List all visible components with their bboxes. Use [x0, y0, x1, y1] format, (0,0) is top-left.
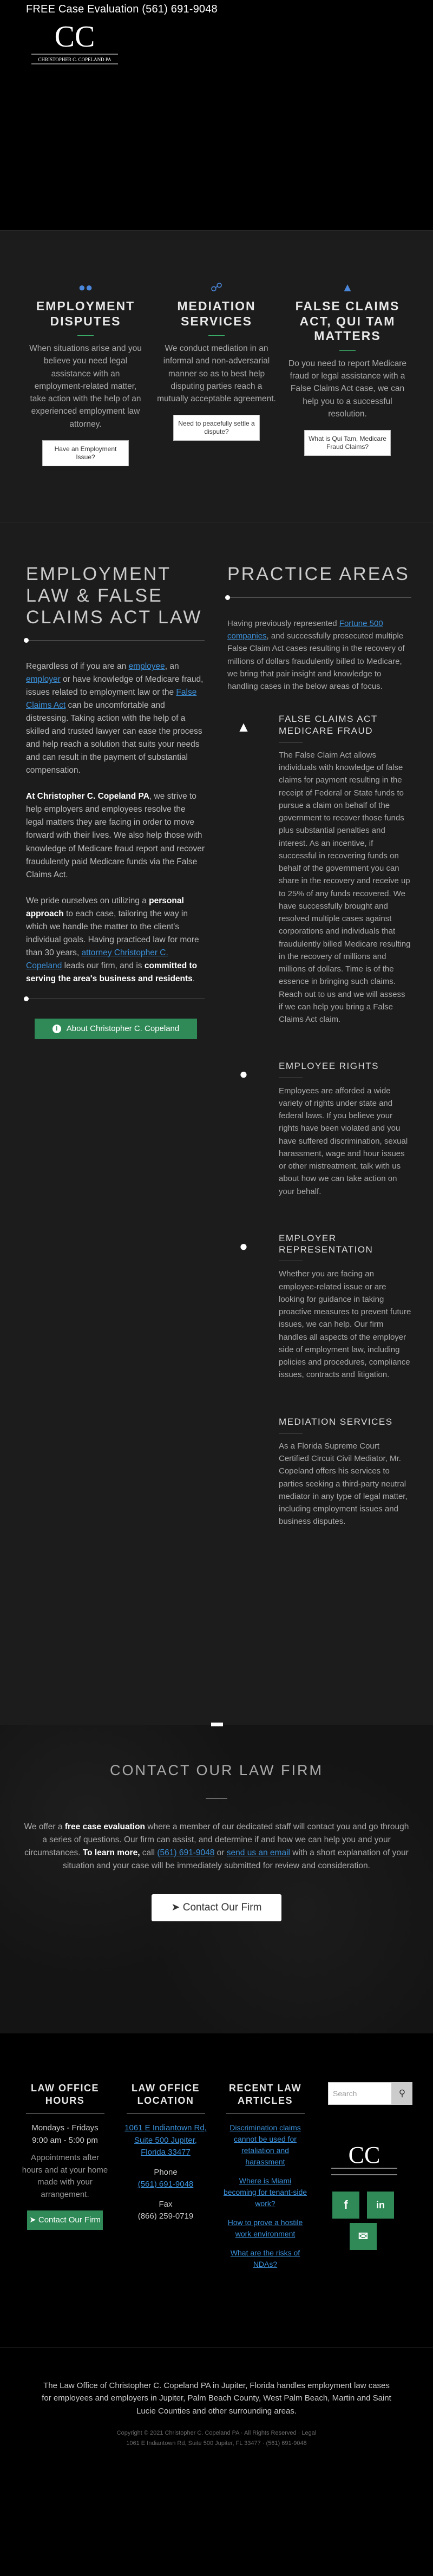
- service-card-false-claims: [284, 278, 411, 456]
- service-title: EMPLOYMENT DISPUTES: [36, 299, 135, 328]
- handshake-icon: ☍: [210, 281, 223, 294]
- facebook-icon[interactable]: f: [332, 2192, 359, 2219]
- article-link[interactable]: Discrimination claims cannot be used for retaliation and harassment: [229, 2123, 301, 2166]
- logo[interactable]: [28, 15, 121, 66]
- footer-intro: The Law Office of Christopher C. Copeland PA in Jupiter, Florida handles employment law cases for employees and employers in Jupiter, Palm Beach County, West Palm Beach, Martin and Saint Lucie Counties and other surrounding areas.: [42, 2381, 391, 2416]
- linkedin-icon[interactable]: in: [367, 2192, 394, 2219]
- footer-phone-link[interactable]: (561) 691-9048: [137, 2180, 194, 2189]
- service-text: Do you need to report Medicare fraud or legal assistance with a False Claims Act case, we can help you to a successful resolution.: [288, 358, 406, 419]
- phone-label: Phone: [154, 2167, 178, 2177]
- info-icon: i: [53, 1025, 61, 1033]
- button-label: Contact Our Firm: [38, 2215, 101, 2225]
- copyright-text: Copyright © 2021 Christopher C. Copeland PA · All Rights Reserved · Legal: [116, 2430, 317, 2436]
- footer-contact-button[interactable]: [27, 2210, 103, 2230]
- slider-dot[interactable]: [225, 595, 230, 600]
- text: or: [214, 1848, 227, 1857]
- hero-banner: [0, 68, 433, 230]
- bold-text: committed to serving the area's business and residents: [26, 961, 198, 983]
- address-line: 1061 E Indiantown Rd, Suite 500 Jupiter, FL 33477 · (561) 691-9048: [126, 2440, 307, 2447]
- about-paragraph-2: [26, 790, 205, 881]
- slider-line: [26, 640, 205, 641]
- divider: [26, 2113, 104, 2114]
- practice-column: [227, 564, 411, 1563]
- practice-item-text: Employees are afforded a wide variety of rights under state and federal laws. If you believe your rights have been violated and you have suffered discrimination, sexual harassment, wage and hour issues or other mistreatment, talk with us about how we can take action on your behalf.: [279, 1086, 408, 1196]
- contact-email-link[interactable]: send us an email: [226, 1848, 290, 1857]
- user-icon: ●: [239, 1237, 248, 1254]
- search-input[interactable]: Search: [328, 2082, 392, 2105]
- article-link[interactable]: Where is Miami becoming for tenant-side work?: [223, 2176, 307, 2208]
- service-title: FALSE CLAIMS ACT, QUI TAM MATTERS: [295, 299, 400, 343]
- fax-number: (866) 259-0719: [137, 2212, 194, 2221]
- button-label: Contact Our Firm: [182, 1901, 262, 1913]
- about-column: [26, 564, 205, 1039]
- warning-icon: ▲: [342, 281, 353, 294]
- practice-item-mediation: [227, 1416, 411, 1528]
- article-link[interactable]: What are the risks of NDAs?: [230, 2248, 300, 2268]
- about-paragraph-3: [26, 895, 205, 986]
- attorney-link[interactable]: attorney Christopher C. Copeland: [26, 948, 168, 970]
- svg-text:CHRISTOPHER C. COPELAND PA: CHRISTOPHER C. COPELAND PA: [38, 57, 111, 62]
- slider-line: [227, 597, 411, 598]
- address-link[interactable]: 1061 E Indiantown Rd, Suite 500 Jupiter, Florida 33477: [124, 2123, 207, 2157]
- fortune-500-link[interactable]: Fortune 500 companies: [227, 618, 383, 641]
- employee-link[interactable]: employee: [128, 662, 165, 671]
- contact-section: [0, 1725, 433, 2033]
- about-attorney-button[interactable]: [35, 1019, 197, 1039]
- divider: [77, 335, 94, 336]
- main-content: [0, 523, 433, 1725]
- contact-phone-link[interactable]: (561) 691-9048: [157, 1848, 215, 1857]
- text: Having previously represented: [227, 618, 339, 628]
- text: or have knowledge of Medicare fraud, issues related to employment law or the: [26, 675, 204, 697]
- users-icon: ●: [239, 1066, 248, 1082]
- text: We pride ourselves on utilizing a: [26, 896, 149, 905]
- contact-text: [22, 1821, 411, 1873]
- service-button-employment[interactable]: Have an Employment Issue?: [42, 440, 129, 466]
- bottom-bar: [0, 2347, 433, 2576]
- bold-text: personal approach: [26, 896, 184, 918]
- footer-articles: [222, 2082, 309, 2278]
- hours-time: 9:00 am - 5:00 pm: [32, 2135, 98, 2145]
- footer-hours: [22, 2082, 108, 2230]
- service-button-false-claims[interactable]: What is Qui Tam, Medicare Fraud Claims?: [304, 430, 391, 456]
- practice-item-title[interactable]: MEDIATION SERVICES: [279, 1416, 393, 1427]
- header-phone[interactable]: FREE Case Evaluation (561) 691-9048: [26, 3, 218, 15]
- practice-item-title[interactable]: EMPLOYEE RIGHTS: [279, 1061, 379, 1072]
- text: leads our firm, and is: [62, 961, 145, 970]
- divider: [127, 2113, 205, 2114]
- send-icon: ➤: [171, 1901, 180, 1913]
- footer-articles-title: RECENT LAW ARTICLES: [229, 2083, 301, 2106]
- svg-text:CC: CC: [348, 2142, 380, 2168]
- svg-text:CC: CC: [54, 20, 95, 54]
- false-claims-link[interactable]: False Claims Act: [26, 688, 197, 710]
- service-text: When situations arise and you believe you need legal assistance with an employment-related matter, take action with the help of an experienced employment law attorney.: [29, 344, 142, 429]
- send-icon: ➤: [29, 2215, 36, 2225]
- text: We offer a: [24, 1822, 65, 1831]
- practice-item-title[interactable]: FALSE CLAIMS ACT MEDICARE FRAUD: [279, 714, 378, 736]
- divider: [208, 335, 225, 336]
- service-title: MEDIATION SERVICES: [177, 299, 256, 328]
- users-icon: ●●: [78, 281, 93, 294]
- text: call: [140, 1848, 158, 1857]
- contact-firm-button[interactable]: [152, 1894, 281, 1921]
- article-link[interactable]: How to prove a hostile work environment: [227, 2218, 303, 2238]
- top-bar: [0, 0, 433, 68]
- service-text: We conduct mediation in an informal and non-adversarial manner so as to best help disputing parties reach a mutually acceptable agreement.: [157, 344, 276, 404]
- footer-location-title: LAW OFFICE LOCATION: [132, 2083, 200, 2106]
- employer-link[interactable]: employer: [26, 675, 61, 684]
- text: , we strive to help employers and employees resolve the legal matters they are facing in order to move forward with their lives. We also help those with knowledge of Medicare fraud report and recover fraudulently paid Medicare funds via the False Claims Act.: [26, 792, 205, 879]
- divider: [226, 2113, 305, 2114]
- practice-title: PRACTICE AREAS: [227, 564, 410, 584]
- services-section: [0, 230, 433, 523]
- bold-text: At Christopher C. Copeland PA: [26, 792, 149, 801]
- service-card-employment: [22, 278, 149, 466]
- text: to each case, tailoring the way in which we handle the matter to the client's individual goals. Having practiced law for more than 30 years,: [26, 909, 199, 957]
- slider-dot[interactable]: [24, 638, 29, 643]
- contact-title: CONTACT OUR LAW FIRM: [110, 1762, 323, 1778]
- service-button-mediation[interactable]: Need to peacefully settle a dispute?: [173, 415, 260, 441]
- fax-label: Fax: [159, 2199, 173, 2209]
- practice-item-false-claims: [227, 713, 411, 1026]
- practice-item-employer: [227, 1232, 411, 1381]
- text: , and successfully prosecuted multiple False Claim Act cases resulting in the recovery of millions of dollars fraudulently billed to Medicare, we bring that pair insight and knowledge to handling cases in the below areas of focus.: [227, 631, 405, 692]
- bold-text: To learn more,: [82, 1848, 140, 1857]
- bold-text: free case evaluation: [64, 1822, 146, 1831]
- footer-logo[interactable]: [329, 2138, 399, 2177]
- section-marker: [211, 1723, 223, 1726]
- about-paragraph-1: [26, 660, 205, 777]
- text: , an: [165, 662, 179, 671]
- slider-dot[interactable]: [24, 996, 29, 1001]
- text: .: [192, 974, 195, 983]
- hours-note: Appointments after hours and at your home made with your arrangement.: [22, 2153, 108, 2199]
- practice-item-text: As a Florida Supreme Court Certified Circuit Civil Mediator, Mr. Copeland offers his services to parties seeking a third-party neutral mediator in any type of legal matter, including employment issues and business disputes.: [279, 1441, 408, 1527]
- practice-item-text: Whether you are facing an employee-related issue or are looking for guidance in taking proactive measures to prevent future issues, we can help. Our firm handles all aspects of the employer side of employment law, including policies and procedures, compliance issues, contracts and litigation.: [279, 1269, 411, 1380]
- footer: [0, 2033, 433, 2347]
- copyright: [65, 2428, 368, 2448]
- service-card-mediation: [153, 278, 280, 441]
- warning-icon: ▲: [237, 719, 251, 735]
- email-icon[interactable]: ✉: [350, 2223, 377, 2250]
- text: Regardless of if you are an: [26, 662, 129, 671]
- footer-location: [122, 2082, 209, 2223]
- practice-item-employee-rights: [227, 1060, 411, 1198]
- divider: [339, 350, 356, 351]
- practice-item-text: The False Claim Act allows individuals with knowledge of false claims for payment resulting in the receipt of Federal or State funds to pursue a claim on behalf of the government to recover those funds plus substantial penalties and interest. As an incentive, if successful in recovering funds on behalf of the government you can share in the recovery and receive up to 25% of any funds recovered. We have successfully brought and resolved multiple cases against corporations and individuals that fraudulently billed Medicare resulting in the recovery of millions and millions of dollars. Time is of the essence in bringing such claims. Reach out to us and we will assess if we can help you bring a False Claims Act claim.: [279, 750, 411, 1025]
- search-icon[interactable]: ⚲: [392, 2082, 412, 2105]
- practice-intro: [227, 617, 411, 693]
- footer-hours-title: LAW OFFICE HOURS: [31, 2083, 99, 2106]
- text: with a short explanation of your situation and your case will be immediately submitted for review and consideration.: [63, 1848, 409, 1870]
- divider: [206, 1798, 227, 1799]
- text: can be uncomfortable and distressing. Taking action with the help of a skilled and trusted lawyer can ease the process and help reach a solution that suits your needs and can result in the payment of substantial compensation.: [26, 701, 202, 775]
- button-label: About Christopher C. Copeland: [66, 1023, 180, 1033]
- hours-days: Mondays - Fridays: [31, 2123, 99, 2132]
- practice-item-title[interactable]: EMPLOYER REPRESENTATION: [279, 1232, 373, 1255]
- about-title: EMPLOYMENT LAW & FALSE CLAIMS ACT LAW: [26, 564, 202, 628]
- text: where a member of our dedicated staff will contact you and go through a series of questions. Our firm can assist, and determine if and how we can help you and your circumstances.: [24, 1822, 409, 1857]
